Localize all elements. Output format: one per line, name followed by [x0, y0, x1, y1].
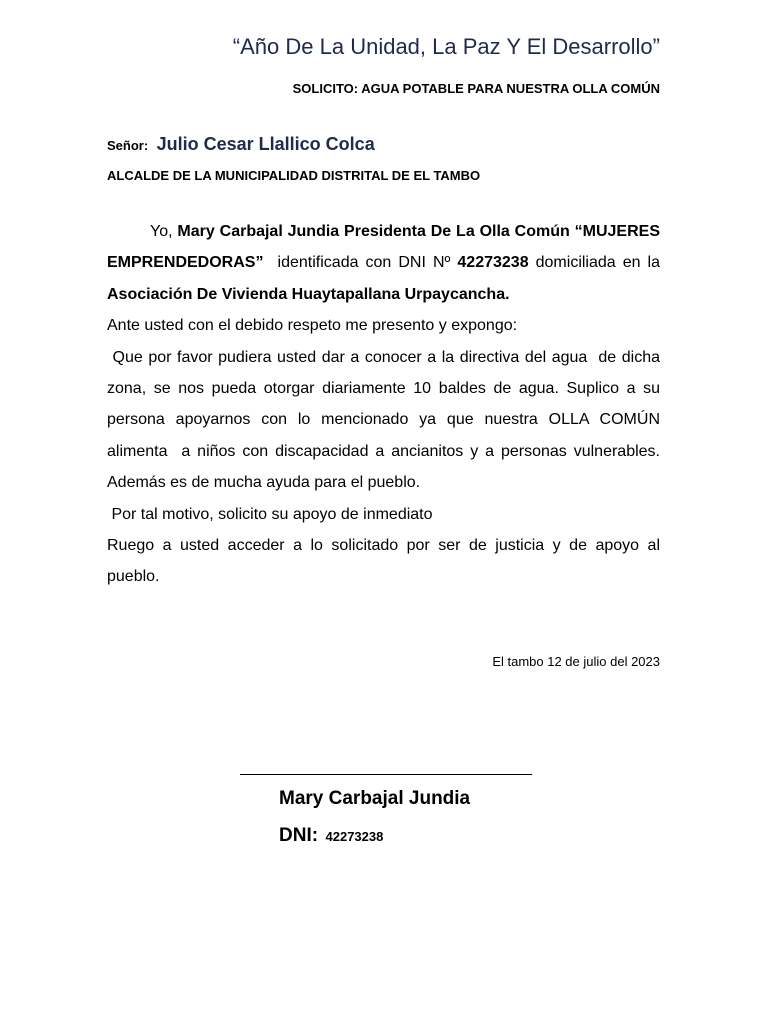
association-name: Asociación De Vivienda Huaytapallana Urpaycancha. — [107, 285, 510, 303]
signature-line — [240, 774, 532, 775]
letter-body — [107, 216, 665, 593]
subject-line: SOLICITO: AGUA POTABLE PARA NUESTRA OLLA COMÚN — [292, 81, 660, 96]
requester-name: Mary Carbajal Jundia Presidenta De La Olla Común “MUJERES EMPRENDEDORAS” — [107, 223, 660, 272]
addressee-name: Julio Cesar Llallico Colca — [156, 134, 375, 154]
addressee — [107, 134, 375, 155]
dni-value: 42273238 — [325, 829, 384, 844]
year-title: “Año De La Unidad, La Paz Y El Desarrollo” — [232, 34, 660, 59]
intro-text-2: identificada con DNI Nº — [263, 254, 458, 272]
intro-text-1: Yo, — [150, 223, 178, 240]
closing-paragraph: Ruego a usted acceder a lo solicitado por ser de justicia y de apoyo al pueblo. — [107, 537, 660, 586]
addressee-position: ALCALDE DE LA MUNICIPALIDAD DISTRITAL DE EL TAMBO — [107, 168, 481, 183]
request-paragraph: Que por favor pudiera usted dar a conocer a la directiva del agua de dicha zona, se nos pueda otorgar diariamente 10 baldes de agua. Suplico a su persona apoyarnos con lo mencionado ya que nuestra OLLA COMÚN alimenta a niños con discapacidad a ancianitos y a personas vulnerables. Además es de mucha ayuda para el pueblo. — [107, 348, 665, 492]
greeting-paragraph: Ante usted con el debido respeto me presento y expongo: — [107, 317, 518, 335]
addressee-label: Señor: — [107, 138, 149, 153]
intro-text-3: domiciliada en la — [528, 254, 660, 272]
dni-label: DNI: — [279, 825, 319, 846]
intro-dni: 42273238 — [457, 254, 529, 272]
date-line: El tambo 12 de julio del 2023 — [492, 654, 660, 669]
signature-dni — [279, 825, 383, 847]
support-paragraph: Por tal motivo, solicito su apoyo de inmediato — [107, 505, 433, 523]
intro-paragraph — [107, 216, 660, 310]
signature-name: Mary Carbajal Jundia — [279, 788, 471, 809]
